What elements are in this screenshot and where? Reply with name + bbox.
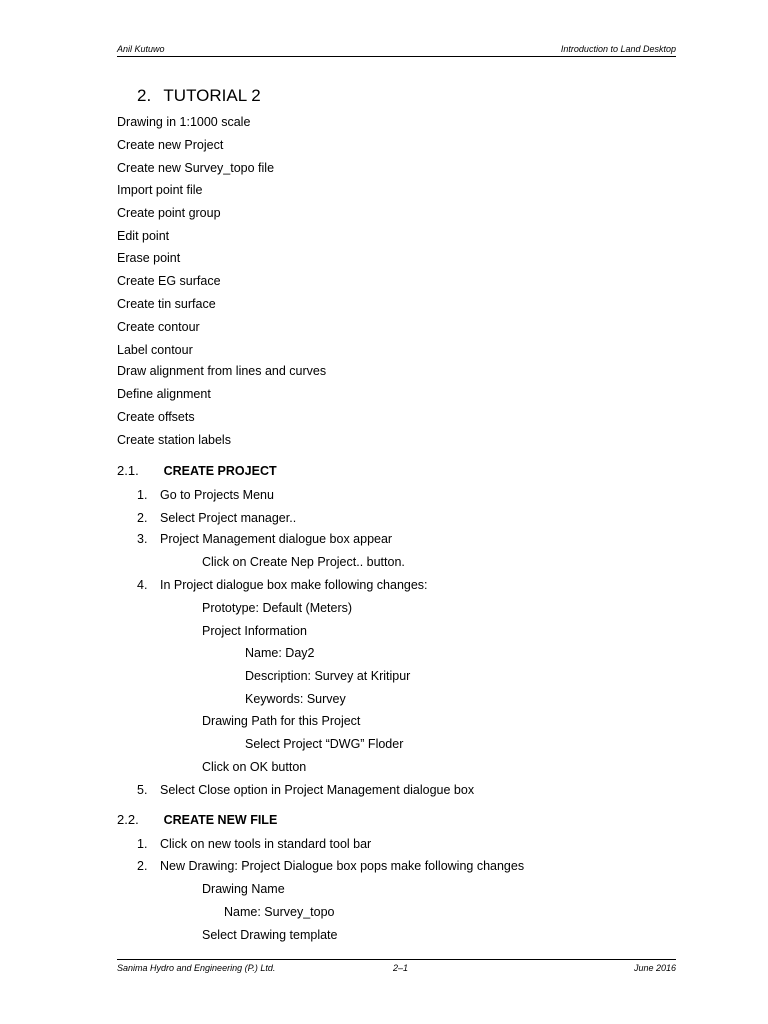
intro-item: Import point file bbox=[117, 183, 203, 197]
section-heading-create-project bbox=[117, 463, 277, 479]
list-item bbox=[137, 531, 392, 547]
page-footer bbox=[117, 959, 676, 973]
sub-sub-item: Name: Survey_topo bbox=[224, 905, 335, 919]
intro-item: Create tin surface bbox=[117, 297, 216, 311]
section-heading-create-new-file bbox=[117, 812, 277, 828]
chapter-number: 2. bbox=[137, 86, 152, 105]
sub-item: Click on OK button bbox=[202, 760, 307, 774]
list-item bbox=[137, 858, 524, 874]
sub-item: Click on Create Nep Project.. button. bbox=[202, 555, 405, 569]
list-text: Project Management dialogue box appear bbox=[160, 532, 393, 546]
list-text: Click on new tools in standard tool bar bbox=[160, 837, 372, 851]
list-item bbox=[137, 782, 474, 798]
list-number: 2. bbox=[137, 511, 148, 525]
list-item bbox=[137, 510, 296, 526]
sub-sub-item: Name: Day2 bbox=[245, 646, 315, 660]
sub-sub-item: Description: Survey at Kritipur bbox=[245, 669, 411, 683]
list-number: 1. bbox=[137, 837, 148, 851]
intro-item: Create EG surface bbox=[117, 274, 221, 288]
section-title: CREATE PROJECT bbox=[163, 464, 277, 478]
sub-item: Project Information bbox=[202, 624, 307, 638]
intro-item: Create offsets bbox=[117, 410, 195, 424]
footer-date: June 2016 bbox=[633, 963, 676, 973]
sub-sub-item: Keywords: Survey bbox=[245, 692, 346, 706]
section-title: CREATE NEW FILE bbox=[163, 813, 278, 827]
intro-item: Edit point bbox=[117, 229, 170, 243]
list-number: 1. bbox=[137, 488, 148, 502]
intro-item: Create point group bbox=[117, 206, 221, 220]
intro-item: Create station labels bbox=[117, 433, 231, 447]
list-number: 5. bbox=[137, 783, 148, 797]
list-text: In Project dialogue box make following changes: bbox=[160, 578, 428, 592]
header-author: Anil Kutuwo bbox=[117, 44, 165, 54]
page-header bbox=[117, 44, 676, 57]
list-number: 2. bbox=[137, 859, 148, 873]
sub-item: Prototype: Default (Meters) bbox=[202, 601, 353, 615]
header-doc-title: Introduction to Land Desktop bbox=[560, 44, 676, 54]
intro-item: Create contour bbox=[117, 320, 200, 334]
intro-item: Draw alignment from lines and curves bbox=[117, 364, 327, 378]
sub-sub-item: Select Project “DWG” Floder bbox=[245, 737, 404, 751]
list-number: 3. bbox=[137, 532, 148, 546]
sub-item: Select Drawing template bbox=[202, 928, 338, 942]
list-item bbox=[137, 836, 371, 852]
list-text: New Drawing: Project Dialogue box pops make following changes bbox=[160, 859, 525, 873]
intro-item: Label contour bbox=[117, 343, 193, 357]
footer-company: Sanima Hydro and Engineering (P.) Ltd. bbox=[117, 963, 276, 973]
intro-item: Create new Survey_topo file bbox=[117, 161, 275, 175]
page-number: 2–1 bbox=[393, 963, 409, 973]
intro-item: Define alignment bbox=[117, 387, 211, 401]
list-text: Select Project manager.. bbox=[160, 511, 297, 525]
list-number: 4. bbox=[137, 578, 148, 592]
chapter-title-text: TUTORIAL 2 bbox=[163, 86, 261, 105]
list-text: Select Close option in Project Management dialogue box bbox=[160, 783, 475, 797]
sub-item: Drawing Path for this Project bbox=[202, 714, 361, 728]
list-item bbox=[137, 577, 428, 593]
list-item bbox=[137, 487, 274, 503]
intro-item: Create new Project bbox=[117, 138, 224, 152]
sub-item: Drawing Name bbox=[202, 882, 285, 896]
chapter-title bbox=[137, 86, 261, 106]
section-number: 2.2. bbox=[117, 812, 139, 827]
list-text: Go to Projects Menu bbox=[160, 488, 274, 502]
intro-item: Drawing in 1:1000 scale bbox=[117, 115, 251, 129]
intro-item: Erase point bbox=[117, 251, 181, 265]
section-number: 2.1. bbox=[117, 463, 139, 478]
